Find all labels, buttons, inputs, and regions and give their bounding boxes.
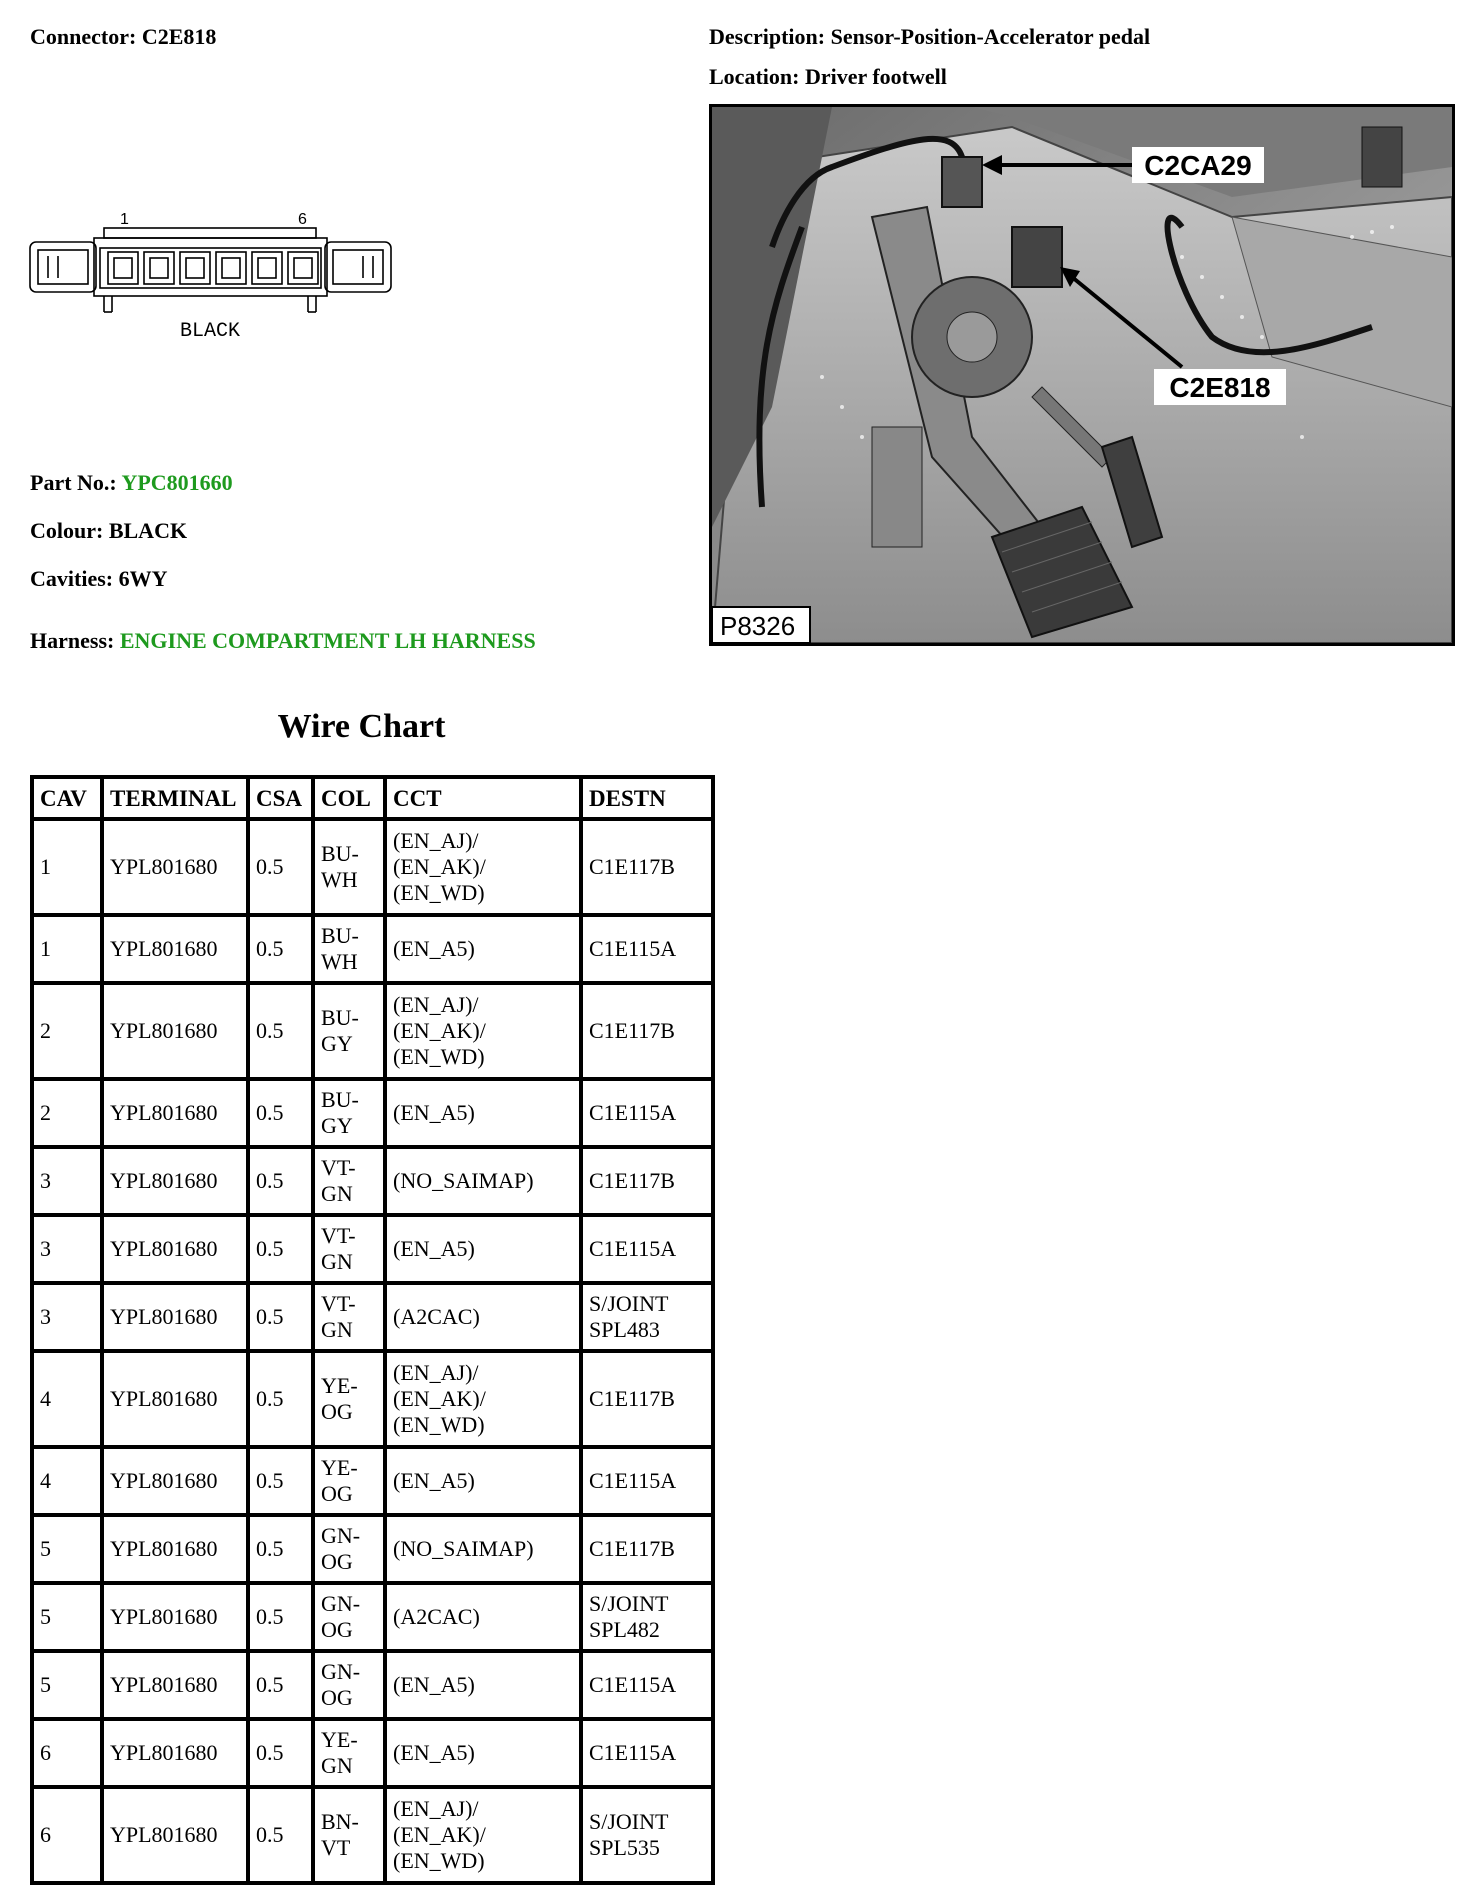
cell-cct-line: (NO_SAIMAP) <box>393 1536 534 1561</box>
cell-cct-line: (NO_SAIMAP) <box>393 1168 534 1193</box>
cell-destn-line: C1E115A <box>589 1740 677 1765</box>
location-line <box>709 64 947 90</box>
cell-destn-line: SPL482 <box>589 1617 660 1642</box>
cell-cct <box>385 1147 581 1215</box>
cell-terminal: YPL801680 <box>102 1583 248 1651</box>
cell-col <box>313 915 385 983</box>
cell-destn <box>581 1447 713 1515</box>
cell-cct <box>385 1515 581 1583</box>
colour-value: BLACK <box>108 518 188 543</box>
cell-cct <box>385 1447 581 1515</box>
connector-cavities <box>108 252 318 284</box>
harness-label: Harness: <box>30 628 115 653</box>
table-row <box>32 1447 713 1515</box>
cell-cav: 5 <box>32 1651 102 1719</box>
cell-col-line: WH <box>321 949 358 974</box>
connector-value: C2E818 <box>141 24 217 49</box>
table-row <box>32 819 713 915</box>
cell-cct-line: (EN_AJ)/ <box>393 1796 479 1821</box>
cell-cct <box>385 983 581 1079</box>
cell-destn <box>581 1079 713 1147</box>
cell-csa: 0.5 <box>248 983 313 1079</box>
cell-cct-line: (EN_A5) <box>393 936 475 961</box>
wire-chart-body <box>32 819 713 1883</box>
cell-cct <box>385 1215 581 1283</box>
cell-destn-line: C1E117B <box>589 854 675 879</box>
cell-cct <box>385 819 581 915</box>
cell-cct-line: (EN_A5) <box>393 1740 475 1765</box>
cell-csa: 0.5 <box>248 1283 313 1351</box>
pin-last-label: 6 <box>298 211 307 228</box>
cell-col-line: VT- <box>321 1291 356 1316</box>
cell-cct-line: (EN_WD) <box>393 880 485 905</box>
cell-terminal: YPL801680 <box>102 1079 248 1147</box>
part-number-label: Part No.: <box>30 470 117 495</box>
cell-cav: 4 <box>32 1351 102 1447</box>
cell-destn-line: C1E115A <box>589 1100 677 1125</box>
cell-col-line: GN <box>321 1249 353 1274</box>
table-row <box>32 1351 713 1447</box>
description-value: Sensor-Position-Accelerator pedal <box>830 24 1151 49</box>
cell-col-line: VT- <box>321 1223 356 1248</box>
table-row <box>32 1079 713 1147</box>
cell-cct-line: (EN_AK)/ <box>393 1018 486 1043</box>
cell-destn-line: C1E115A <box>589 1236 677 1261</box>
cell-cct-line: (EN_A5) <box>393 1236 475 1261</box>
cell-col <box>313 983 385 1079</box>
cell-destn-line: C1E115A <box>589 1468 677 1493</box>
colour-label: Colour: <box>30 518 104 543</box>
cell-col <box>313 1215 385 1283</box>
cell-col-line: BU- <box>321 1087 359 1112</box>
cell-cct-line: (EN_AJ)/ <box>393 1360 479 1385</box>
cell-col-line: VT- <box>321 1155 356 1180</box>
cell-cav: 1 <box>32 915 102 983</box>
cell-destn-line: C1E115A <box>589 1672 677 1697</box>
cell-cct-line: (A2CAC) <box>393 1604 480 1629</box>
cell-terminal: YPL801680 <box>102 1719 248 1787</box>
cell-destn-line: C1E117B <box>589 1536 675 1561</box>
colour-line <box>30 518 187 544</box>
cell-col-line: YE- <box>321 1455 358 1480</box>
cell-col-line: GN- <box>321 1659 361 1684</box>
cell-csa: 0.5 <box>248 1215 313 1283</box>
cell-col-line: OG <box>321 1617 353 1642</box>
cell-cct-line: (EN_A5) <box>393 1672 475 1697</box>
cell-cct <box>385 1351 581 1447</box>
cell-cav: 3 <box>32 1283 102 1351</box>
cell-col-line: GN <box>321 1181 353 1206</box>
cell-destn <box>581 1215 713 1283</box>
cell-cct <box>385 1651 581 1719</box>
table-row <box>32 1719 713 1787</box>
cell-cav: 3 <box>32 1215 102 1283</box>
cell-cct <box>385 915 581 983</box>
cell-col-line: WH <box>321 867 358 892</box>
callout-c2e818: C2E818 <box>1169 372 1271 403</box>
cell-csa: 0.5 <box>248 915 313 983</box>
cell-cct-line: (EN_A5) <box>393 1100 475 1125</box>
connector-label: Connector: <box>30 24 137 49</box>
cell-csa: 0.5 <box>248 1651 313 1719</box>
description-label: Description: <box>709 24 826 49</box>
pin-first-label: 1 <box>120 211 129 228</box>
cell-csa: 0.5 <box>248 1787 313 1883</box>
location-label: Location: <box>709 64 800 89</box>
cell-csa: 0.5 <box>248 819 313 915</box>
col-header-cct: CCT <box>385 777 581 819</box>
cell-destn <box>581 1147 713 1215</box>
part-number-line <box>30 470 233 496</box>
cell-terminal: YPL801680 <box>102 983 248 1079</box>
cell-col <box>313 1787 385 1883</box>
cell-destn-line: C1E117B <box>589 1386 675 1411</box>
cell-col <box>313 1447 385 1515</box>
cell-terminal: YPL801680 <box>102 1283 248 1351</box>
cell-col-line: OG <box>321 1549 353 1574</box>
cell-cct-line: (EN_AK)/ <box>393 1386 486 1411</box>
cell-csa: 0.5 <box>248 1351 313 1447</box>
cell-col <box>313 819 385 915</box>
cell-col-line: GN- <box>321 1591 361 1616</box>
cell-cct-line: (EN_WD) <box>393 1848 485 1873</box>
col-header-cav: CAV <box>32 777 102 819</box>
table-row <box>32 1787 713 1883</box>
cell-cct <box>385 1583 581 1651</box>
cell-destn <box>581 819 713 915</box>
cell-col <box>313 1651 385 1719</box>
cell-terminal: YPL801680 <box>102 1147 248 1215</box>
cell-col <box>313 1079 385 1147</box>
wire-chart-header-row <box>32 777 713 819</box>
cavities-value: 6WY <box>118 566 168 591</box>
cell-terminal: YPL801680 <box>102 1515 248 1583</box>
cell-cct-line: (A2CAC) <box>393 1304 480 1329</box>
cell-cav: 6 <box>32 1787 102 1883</box>
cell-col-line: YE- <box>321 1727 358 1752</box>
callout-c2ca29: C2CA29 <box>1144 150 1252 181</box>
location-photo <box>709 104 1455 646</box>
cell-col-line: VT <box>321 1835 351 1860</box>
cell-col <box>313 1283 385 1351</box>
description-line <box>709 24 1150 50</box>
cell-destn-line: C1E117B <box>589 1168 675 1193</box>
cell-destn <box>581 915 713 983</box>
cell-col-line: BU- <box>321 923 359 948</box>
cell-cct <box>385 1787 581 1883</box>
cell-destn-line: S/JOINT <box>589 1809 669 1834</box>
cell-col-line: GN- <box>321 1523 361 1548</box>
cell-cct-line: (EN_AJ)/ <box>393 828 479 853</box>
cell-destn <box>581 1787 713 1883</box>
cell-cav: 1 <box>32 819 102 915</box>
cell-destn-line: S/JOINT <box>589 1291 669 1316</box>
cell-cct-line: (EN_AK)/ <box>393 854 486 879</box>
cell-destn <box>581 1351 713 1447</box>
cell-cav: 4 <box>32 1447 102 1515</box>
cavities-label: Cavities: <box>30 566 114 591</box>
cell-col-line: GY <box>321 1113 353 1138</box>
cell-csa: 0.5 <box>248 1583 313 1651</box>
cell-col <box>313 1719 385 1787</box>
cell-terminal: YPL801680 <box>102 1787 248 1883</box>
cell-destn <box>581 1719 713 1787</box>
connector-line <box>30 24 216 50</box>
harness-line <box>30 628 536 654</box>
cell-cav: 5 <box>32 1515 102 1583</box>
part-number-link[interactable]: YPC801660 <box>121 470 233 495</box>
cell-terminal: YPL801680 <box>102 915 248 983</box>
cell-destn-line: C1E117B <box>589 1018 675 1043</box>
table-row <box>32 983 713 1079</box>
cell-destn <box>581 983 713 1079</box>
cell-col-line: BU- <box>321 1005 359 1030</box>
table-row <box>32 1147 713 1215</box>
cell-csa: 0.5 <box>248 1515 313 1583</box>
cell-destn <box>581 1283 713 1351</box>
col-header-destn: DESTN <box>581 777 713 819</box>
col-header-terminal: TERMINAL <box>102 777 248 819</box>
cell-terminal: YPL801680 <box>102 1651 248 1719</box>
cell-col-line: BU- <box>321 841 359 866</box>
cell-csa: 0.5 <box>248 1147 313 1215</box>
cell-cav: 6 <box>32 1719 102 1787</box>
col-header-csa: CSA <box>248 777 313 819</box>
cell-col-line: BN- <box>321 1809 359 1834</box>
figure-id: P8326 <box>720 611 796 641</box>
connector-colour-label: BLACK <box>179 320 241 343</box>
cell-cct <box>385 1719 581 1787</box>
cell-cav: 5 <box>32 1583 102 1651</box>
cell-cav: 2 <box>32 983 102 1079</box>
table-row <box>32 1515 713 1583</box>
cell-col-line: GY <box>321 1031 353 1056</box>
cell-col <box>313 1515 385 1583</box>
wire-chart-title: Wire Chart <box>277 708 446 745</box>
harness-link[interactable]: ENGINE COMPARTMENT LH HARNESS <box>119 628 536 653</box>
col-header-col: COL <box>313 777 385 819</box>
cell-col-line: OG <box>321 1685 353 1710</box>
table-row <box>32 1215 713 1283</box>
cell-cct-line: (EN_A5) <box>393 1468 475 1493</box>
cell-col <box>313 1351 385 1447</box>
cell-col-line: GN <box>321 1317 353 1342</box>
cavities-line <box>30 566 167 592</box>
cell-csa: 0.5 <box>248 1447 313 1515</box>
cell-destn-line: SPL535 <box>589 1835 660 1860</box>
cell-col <box>313 1147 385 1215</box>
cell-cav: 2 <box>32 1079 102 1147</box>
cell-cct <box>385 1079 581 1147</box>
cell-terminal: YPL801680 <box>102 819 248 915</box>
cell-cct <box>385 1283 581 1351</box>
cell-csa: 0.5 <box>248 1079 313 1147</box>
cell-destn-line: SPL483 <box>589 1317 660 1342</box>
cell-col-line: OG <box>321 1399 353 1424</box>
connector-face-diagram <box>28 210 393 345</box>
cell-terminal: YPL801680 <box>102 1447 248 1515</box>
cell-cct-line: (EN_AK)/ <box>393 1822 486 1847</box>
cell-cct-line: (EN_WD) <box>393 1044 485 1069</box>
cell-destn <box>581 1651 713 1719</box>
cell-destn-line: S/JOINT <box>589 1591 669 1616</box>
cell-cav: 3 <box>32 1147 102 1215</box>
cell-destn <box>581 1583 713 1651</box>
cell-col-line: OG <box>321 1481 353 1506</box>
cell-csa: 0.5 <box>248 1719 313 1787</box>
table-row <box>32 915 713 983</box>
cell-col <box>313 1583 385 1651</box>
cell-cct-line: (EN_AJ)/ <box>393 992 479 1017</box>
wire-chart-table <box>30 775 715 1885</box>
table-row <box>32 1583 713 1651</box>
table-row <box>32 1283 713 1351</box>
cell-col-line: YE- <box>321 1373 358 1398</box>
cell-destn <box>581 1515 713 1583</box>
cell-destn-line: C1E115A <box>589 936 677 961</box>
table-row <box>32 1651 713 1719</box>
cell-terminal: YPL801680 <box>102 1351 248 1447</box>
location-value: Driver footwell <box>804 64 947 89</box>
cell-col-line: GN <box>321 1753 353 1778</box>
cell-terminal: YPL801680 <box>102 1215 248 1283</box>
footwell-illustration <box>712 107 1452 643</box>
cell-cct-line: (EN_WD) <box>393 1412 485 1437</box>
